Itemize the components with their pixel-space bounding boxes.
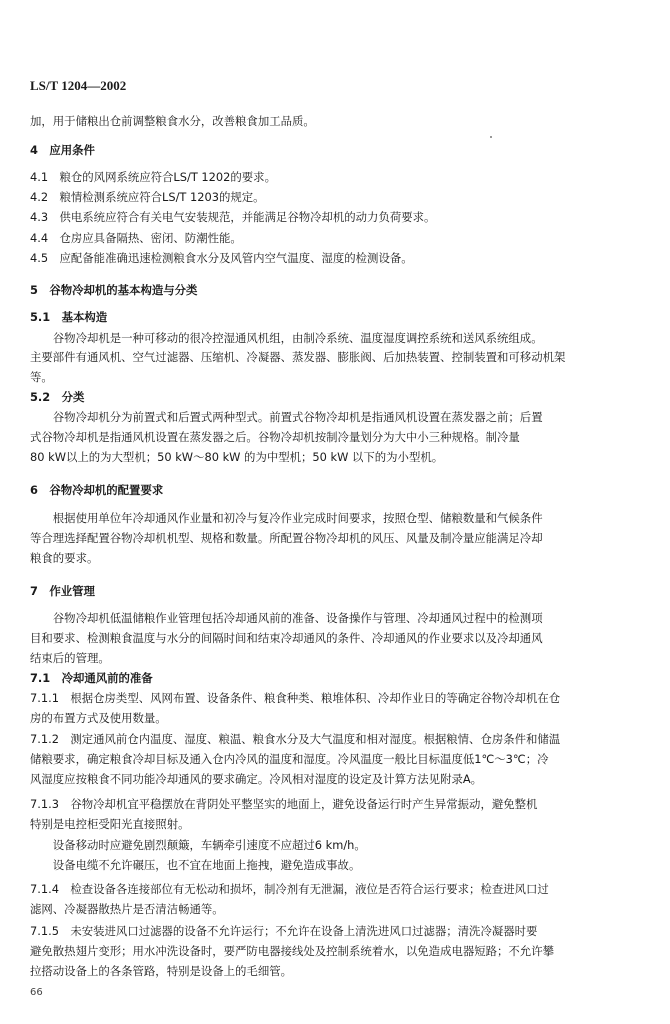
text-line: 式谷物冷却机是指通风机设置在蒸发器之后。谷物冷却机按制冷量划分为大中小三种规格。制冷量 — [30, 430, 520, 444]
clause-4-2: 4.2 粮情检测系统应符合LS/T 1203的规定。 — [30, 190, 265, 204]
section-heading-7: 7 作业管理 — [30, 584, 95, 598]
text-line: 谷物冷却机分为前置式和后置式两种型式。前置式谷物冷却机是指通风机设置在蒸发器之前；后置 — [30, 410, 543, 424]
standard-number: LS/T 1204—2002 — [30, 78, 127, 93]
text-line: 拉搭动设备上的各条管路，特别是设备上的毛细管。 — [30, 964, 292, 978]
text-line: 风湿度应按粮食不同功能冷却通风的要求确定。冷风相对湿度的设定及计算方法见附录A。 — [30, 772, 483, 786]
text-line: 谷物冷却机低温储粮作业管理包括冷却通风前的准备、设备操作与管理、冷却通风过程中的检测项 — [30, 611, 543, 625]
text-line: 等。 — [30, 370, 53, 384]
text-line: 滤网、冷凝器散热片是否清洁畅通等。 — [30, 902, 224, 916]
clause-7-1-4: 7.1.4 检查设备各连接部位有无松动和损坏，制冷剂有无泄漏，液位是否符合运行要求；检查进风口过 — [30, 882, 549, 896]
clause-4-5: 4.5 应配备能准确迅速检测粮食水分及风管内空气温度、湿度的检测设备。 — [30, 251, 413, 265]
text-line: 等合理选择配置谷物冷却机机型、规格和数量。所配置谷物冷却机的风压、风量及制冷量应能满足冷却 — [30, 531, 543, 545]
subsection-heading-5-1: 5.1 基本构造 — [30, 310, 108, 324]
text-line: 粮食的要求。 — [30, 551, 99, 565]
clause-7-1-2: 7.1.2 测定通风前仓内温度、湿度、粮温、粮食水分及大气温度和相对湿度。根据粮情、仓房条件和储温 — [30, 732, 561, 746]
text-line: 储粮要求，确定粮食冷却目标及通入仓内冷风的温度和湿度。冷风温度一般比目标温度低1℃～3℃；冷 — [30, 752, 549, 766]
section-heading-6: 6 谷物冷却机的配置要求 — [30, 483, 164, 497]
scan-speck — [490, 136, 492, 138]
clause-4-1: 4.1 粮仓的风网系统应符合LS/T 1202的要求。 — [30, 170, 276, 184]
text-line: 结束后的管理。 — [30, 651, 110, 665]
text-line: 房的布置方式及使用数量。 — [30, 711, 167, 725]
text-line: 根据使用单位年冷却通风作业量和初冷与复冷作业完成时间要求，按照仓型、储粮数量和气候条件 — [30, 511, 543, 525]
text-line: 主要部件有通风机、空气过滤器、压缩机、冷凝器、蒸发器、膨胀阀、后加热装置、控制装置和可移动机架 — [30, 350, 566, 364]
section-heading-4: 4 应用条件 — [30, 143, 95, 157]
subsection-heading-7-1: 7.1 冷却通风前的准备 — [30, 671, 153, 685]
text-line: 加，用于储粮出仓前调整粮食水分，改善粮食加工品质。 — [30, 114, 315, 128]
clause-7-1-3: 7.1.3 谷物冷却机宜平稳摆放在背阴处平整坚实的地面上，避免设备运行时产生异常振动，避免整机 — [30, 797, 538, 811]
text-line: 谷物冷却机是一种可移动的很冷控湿通风机组，由制冷系统、温度湿度调控系统和送风系统组成。 — [30, 331, 543, 345]
subsection-heading-5-2: 5.2 分类 — [30, 390, 85, 404]
text-line: 设备移动时应避免剧烈颠簸，车辆牵引速度不应超过6 km/h。 — [30, 838, 366, 852]
text-line: 避免散热翅片变形；用水冲洗设备时，要严防电器接线处及控制系统着水，以免造成电器短路；不允许攀 — [30, 944, 554, 958]
text-line: 特别是电控柜受阳光直接照射。 — [30, 817, 190, 831]
clause-7-1-5: 7.1.5 未安装进风口过滤器的设备不允许运行；不允许在设备上清洗进风口过滤器；清洗冷凝器时要 — [30, 924, 538, 938]
text-line: 目和要求、检测粮食温度与水分的间隔时间和结束冷却通风的条件、冷却通风的作业要求以及冷却通风 — [30, 631, 543, 645]
page-number: 66 — [30, 987, 43, 998]
section-heading-5: 5 谷物冷却机的基本构造与分类 — [30, 283, 198, 297]
clause-4-4: 4.4 仓房应具备隔热、密闭、防潮性能。 — [30, 231, 242, 245]
clause-4-3: 4.3 供电系统应符合有关电气安装规范，并能满足谷物冷却机的动力负荷要求。 — [30, 210, 436, 224]
text-line: 80 kW以上的为大型机；50 kW～80 kW 的为中型机；50 kW 以下的为小型机。 — [30, 450, 444, 464]
clause-7-1-1: 7.1.1 根据仓房类型、风网布置、设备条件、粮食种类、粮堆体积、冷却作业日的等确定谷物冷却机在仓 — [30, 691, 561, 705]
text-line: 设备电缆不允许碾压，也不宜在地面上拖拽，避免造成事故。 — [30, 858, 361, 872]
